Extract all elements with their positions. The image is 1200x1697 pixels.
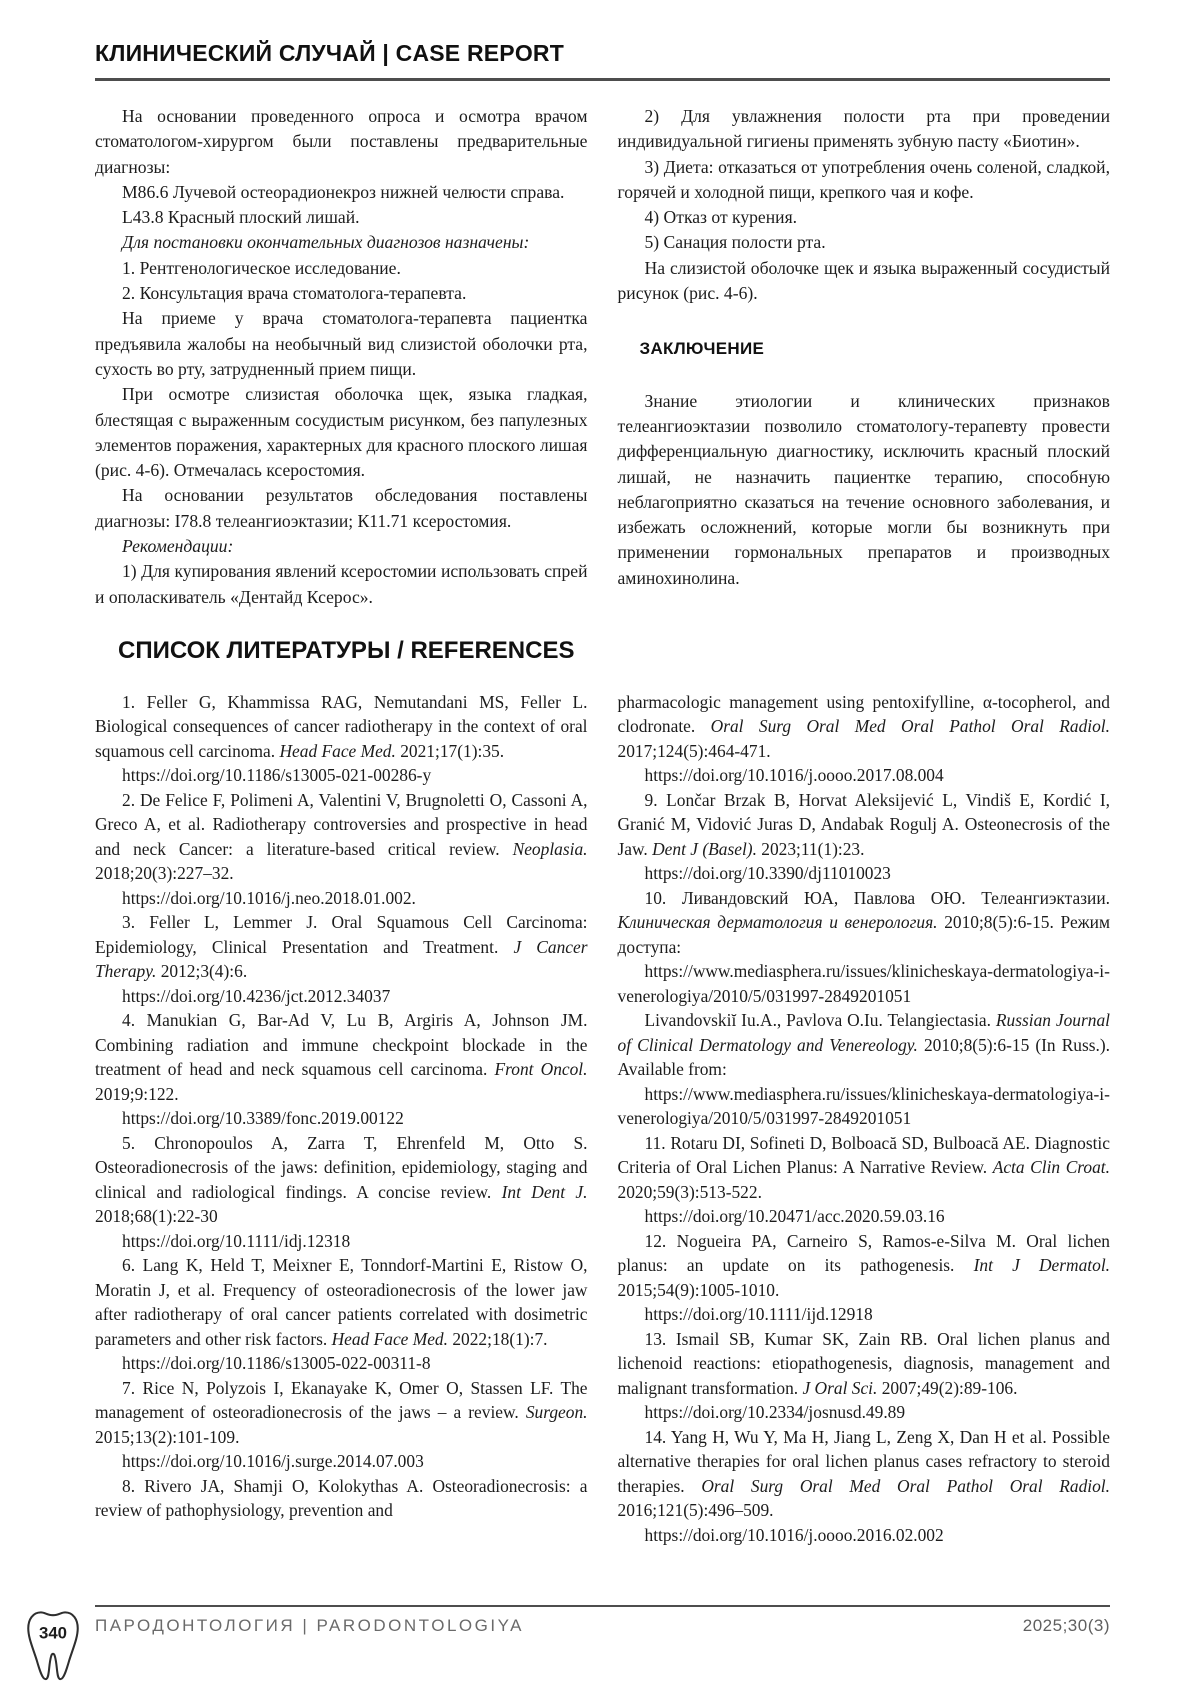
text-paragraph: 2. De Felice F, Polimeni A, Valentini V, Brugnoletti O, Cassoni A, Greco A, et al. Radiotherapy controversies and prospective in head and neck Cancer: a literature-based critical review. Neoplasia. 2018;20(3):227–32.: [95, 789, 588, 884]
page-footer: [95, 1616, 1110, 1636]
text-paragraph: 2) Для увлажнения полости рта при проведении индивидуальной гигиены применять зубную пасту «Биотин».: [617, 106, 1110, 152]
footer-journal-name: ПАРОДОНТОЛОГИЯ | PARODONTOLOGIYA: [95, 1616, 525, 1635]
page-header: [95, 0, 1110, 81]
article-right-column: [618, 104, 1111, 610]
reference-url[interactable]: https://doi.org/10.1016/j.oooo.2017.08.004: [644, 765, 944, 786]
text-paragraph: Livandovskiĭ Iu.A., Pavlova O.Iu. Telangiectasia. Russian Journal of Clinical Dermatology and Venereology. 2010;8(5):6-15 (In Russ.). Available from:: [617, 1010, 1111, 1080]
text-paragraph: На слизистой оболочке щек и языка выраженный сосудистый рисунок (рис. 4-6).: [617, 257, 1110, 304]
text-paragraph: 14. Yang H, Wu Y, Ma H, Jiang L, Zeng X, Dan H et al. Possible alternative therapies for oral lichen planus cases refractory to steroid therapies. Oral Surg Oral Med Oral Pathol Oral Radiol. 2016;121(5):496–509.: [617, 1426, 1110, 1521]
text-paragraph: Для постановки окончательных диагнозов назначены:: [122, 232, 530, 253]
references-left-column: [95, 690, 588, 1548]
text-paragraph: pharmacologic management using pentoxifylline, α-tocopherol, and clodronate. Oral Surg Oral Med Oral Pathol Oral Radiol. 2017;124(5):464-471.: [617, 691, 1110, 761]
text-paragraph: L43.8 Красный плоский лишай.: [122, 207, 360, 228]
reference-url[interactable]: https://doi.org/10.2334/josnusd.49.89: [644, 1402, 906, 1423]
text-paragraph: Рекомендации:: [122, 536, 234, 557]
references-section: [95, 637, 1110, 1548]
footer-issue: 2025;30(3): [1022, 1616, 1110, 1635]
text-paragraph: 1. Feller G, Khammissa RAG, Nemutandani MS, Feller L. Biological consequences of cancer radiotherapy in the context of oral squamous cell carcinoma. Head Face Med. 2021;17(1):35.: [95, 691, 588, 761]
text-paragraph: 1) Для купирования явлений ксеростомии использовать спрей и ополаскиватель «Дентайд Ксерос».: [95, 561, 588, 607]
reference-url[interactable]: https://doi.org/10.3389/fonc.2019.00122: [122, 1108, 404, 1129]
page-header-title: КЛИНИЧЕСКИЙ СЛУЧАЙ | CASE REPORT: [95, 40, 564, 66]
reference-url[interactable]: https://doi.org/10.20471/acc.2020.59.03.16: [644, 1206, 945, 1227]
reference-url[interactable]: https://www.mediasphera.ru/issues/klinicheskaya-dermatologiya-i-venerologiya/2010/5/031997-2849201051: [617, 961, 1110, 1006]
article-body: [95, 104, 1110, 610]
text-paragraph: 5. Chronopoulos A, Zarra T, Ehrenfeld M, Otto S. Osteoradionecrosis of the jaws: definition, epidemiology, staging and clinical and radiological findings. A concise review. Int Dent J. 2018;68(1):22-30: [95, 1132, 588, 1227]
text-paragraph: 10. Ливандовский ЮА, Павлова ОЮ. Телеангиэктазии. Клиническая дерматология и венерология. 2010;8(5):6-15. Режим доступа:: [617, 887, 1110, 957]
tooth-page-badge: [25, 1609, 81, 1683]
reference-url[interactable]: https://doi.org/10.1111/idj.12318: [122, 1230, 351, 1251]
reference-url[interactable]: https://doi.org/10.1016/j.oooo.2016.02.002: [644, 1524, 944, 1545]
references-heading: СПИСОК ЛИТЕРАТУРЫ / REFERENCES: [118, 636, 575, 664]
text-paragraph: 5) Санация полости рта.: [644, 232, 826, 253]
reference-url[interactable]: https://doi.org/10.1186/s13005-022-00311-8: [122, 1353, 431, 1374]
text-paragraph: При осмотре слизистая оболочка щек, языка гладкая, блестящая с выраженным сосудистым рисунком, без папулезных элементов поражения, характерных для красного плоского лишая (рис. 4-6). Отмечалась ксеростомия.: [95, 384, 588, 481]
tooth-icon: [28, 1612, 77, 1679]
text-paragraph: На основании результатов обследования поставлены диагнозы: I78.8 телеангиоэктазии; К11.71 ксеростомия.: [95, 485, 588, 531]
reference-url[interactable]: https://www.mediasphera.ru/issues/klinicheskaya-dermatologiya-i-venerologiya/2010/5/031997-2849201051: [617, 1083, 1110, 1129]
header-rule: [95, 78, 1110, 81]
text-paragraph: Знание этиологии и клинических признаков телеангиоэктазии позволило стоматологу-терапевту провести дифференциальную диагностику, исключить красный плоский лишай, не назначить пациентке терапию, способную неблагоприятно сказаться на течение основного заболевания, и избежать осложнений, которые могли бы возникнуть при применении гормональных препаратов и производных аминохинолина.: [617, 390, 1110, 588]
references-body: [95, 690, 1110, 1548]
text-paragraph: 4. Manukian G, Bar-Ad V, Lu B, Argiris A, Johnson JM. Combining radiation and immune checkpoint blockade in the treatment of head and neck squamous cell carcinoma. Front Oncol. 2019;9:122.: [95, 1010, 588, 1104]
reference-url[interactable]: https://doi.org/10.1016/j.neo.2018.01.002.: [122, 887, 416, 908]
subsection-heading: ЗАКЛЮЧЕНИЕ: [639, 339, 765, 359]
article-left-column: [95, 104, 588, 610]
text-paragraph: 1. Рентгенологическое исследование.: [122, 257, 401, 278]
text-paragraph: 3. Feller L, Lemmer J. Oral Squamous Cell Carcinoma: Epidemiology, Clinical Presentation and Treatment. J Cancer Therapy. 2012;3(4):6.: [95, 912, 588, 982]
text-paragraph: На приеме у врача стоматолога-терапевта пациентка предъявила жалобы на необычный вид слизистой оболочки рта, сухость во рту, затрудненный прием пищи.: [95, 308, 588, 379]
page-number: 340: [39, 1623, 67, 1643]
text-paragraph: 8. Rivero JA, Shamji O, Kolokythas A. Osteoradionecrosis: a review of pathophysiology, prevention and: [95, 1475, 588, 1521]
reference-url[interactable]: https://doi.org/10.1016/j.surge.2014.07.003: [122, 1451, 424, 1472]
reference-url[interactable]: https://doi.org/10.3390/dj11010023: [644, 863, 891, 884]
text-paragraph: 6. Lang K, Held T, Meixner E, Tonndorf-Martini E, Ristow O, Moratin J, et al. Frequency of osteoradionecrosis of the lower jaw after radiotherapy of oral cancer patients correlated with dosimetric parameters and other risk factors. Head Face Med. 2022;18(1):7.: [95, 1255, 588, 1349]
text-paragraph: 2. Консультация врача стоматолога-терапевта.: [122, 283, 467, 304]
footer-rule: [95, 1605, 1110, 1607]
text-paragraph: 13. Ismail SB, Kumar SK, Zain RB. Oral lichen planus and lichenoid reactions: etiopathogenesis, diagnosis, management and malignant transformation. J Oral Sci. 2007;49(2):89-106.: [617, 1328, 1110, 1398]
reference-url[interactable]: https://doi.org/10.4236/jct.2012.34037: [122, 985, 391, 1006]
text-paragraph: 11. Rotaru DI, Sofineti D, Bolboacă SD, Bulboacă AE. Diagnostic Criteria of Oral Lichen Planus: A Narrative Review. Acta Clin Croat. 2020;59(3):513-522.: [617, 1132, 1110, 1202]
text-paragraph: 12. Nogueira PA, Carneiro S, Ramos-e-Silva M. Oral lichen planus: an update on its pathogenesis. Int J Dermatol. 2015;54(9):1005-1010.: [617, 1230, 1110, 1300]
text-paragraph: На основании проведенного опроса и осмотра врачом стоматологом-хирургом были поставлены предварительные диагнозы:: [95, 106, 588, 177]
text-paragraph: 7. Rice N, Polyzois I, Ekanayake K, Omer O, Stassen LF. The management of osteoradionecrosis of the jaws – a review. Surgeon. 2015;13(2):101-109.: [95, 1377, 588, 1447]
reference-url[interactable]: https://doi.org/10.1111/ijd.12918: [644, 1304, 873, 1325]
text-paragraph: 9. Lončar Brzak B, Horvat Aleksijević L, Vindiš E, Kordić I, Granić M, Vidović Juras D, Andabak Rogulj A. Osteonecrosis of the Jaw. Dent J (Basel). 2023;11(1):23.: [617, 789, 1110, 859]
text-paragraph: 4) Отказ от курения.: [644, 207, 798, 228]
reference-url[interactable]: https://doi.org/10.1186/s13005-021-00286-y: [122, 765, 432, 786]
text-paragraph: М86.6 Лучевой остеорадионекроз нижней челюсти справа.: [122, 181, 565, 202]
references-right-column: [618, 690, 1111, 1548]
text-paragraph: 3) Диета: отказаться от употребления очень соленой, сладкой, горячей и холодной пищи, крепкого чая и кофе.: [617, 156, 1110, 202]
